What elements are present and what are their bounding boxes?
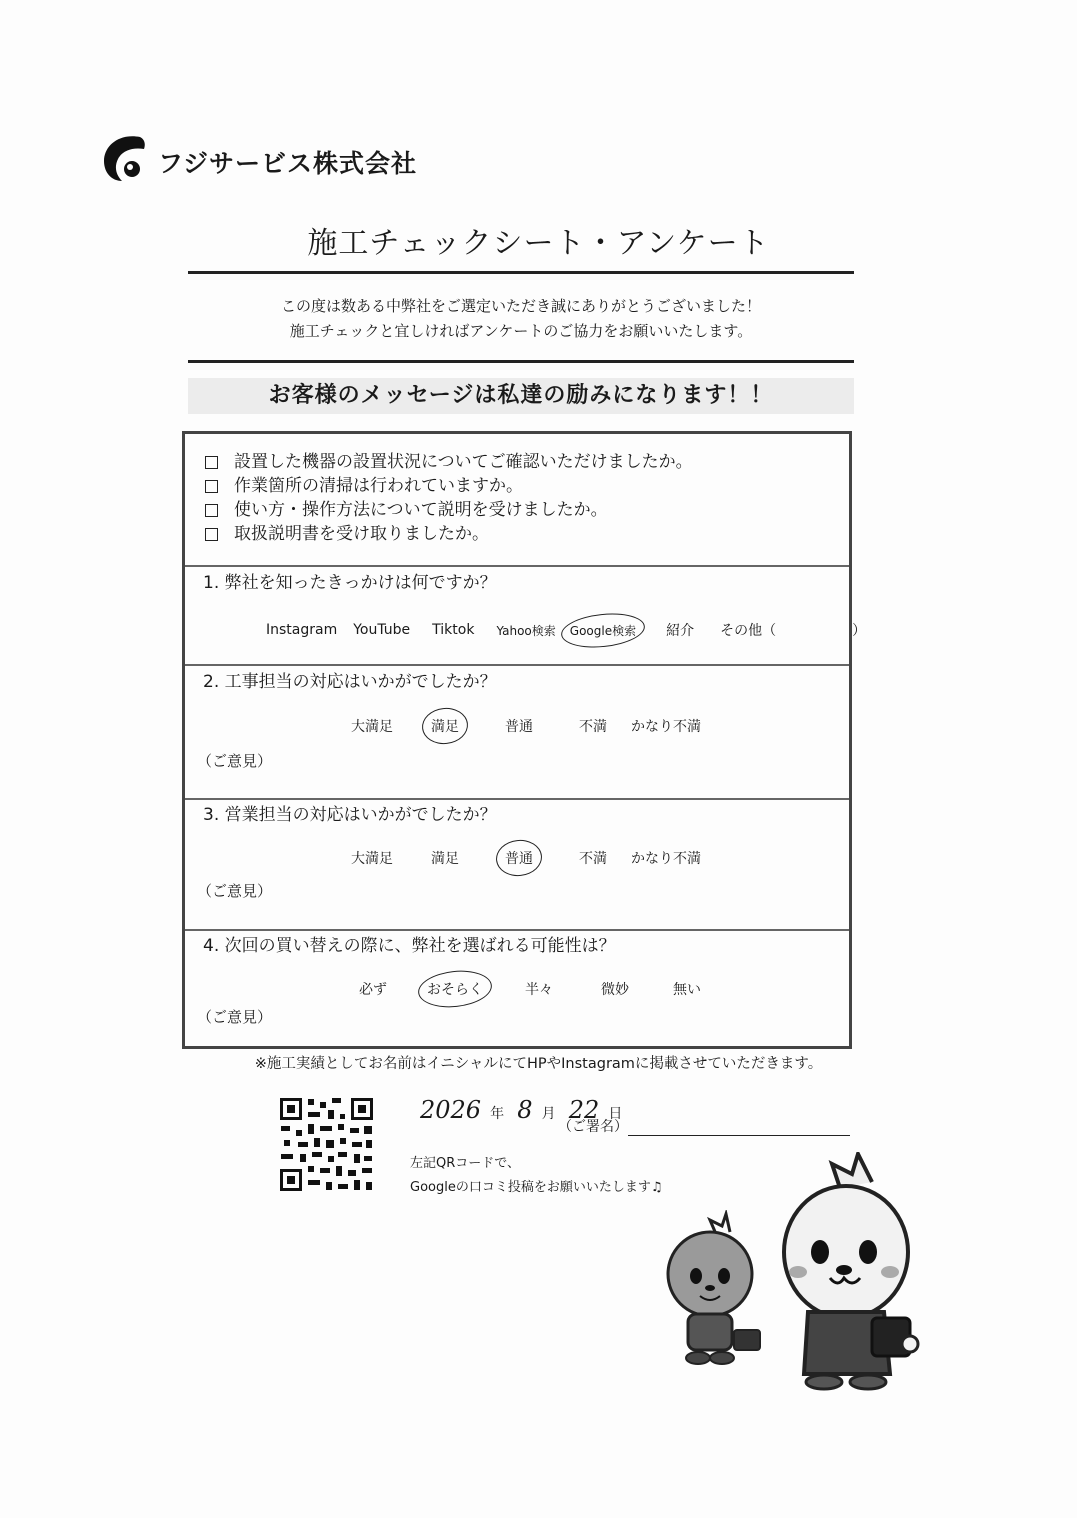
- qr-code-icon[interactable]: [278, 1096, 375, 1193]
- question-4-options: [359, 979, 701, 999]
- option-yahoo[interactable]: Yahoo検索: [496, 623, 556, 638]
- option-youtube[interactable]: YouTube: [353, 622, 411, 638]
- title-rule: [188, 271, 854, 274]
- company-name: フジサービス株式会社: [158, 149, 418, 178]
- checklist: [205, 450, 693, 546]
- qr-message-line-2: Googleの口コミ投稿をお願いいたします♫: [410, 1180, 663, 1195]
- option-fifty-fifty[interactable]: 半々: [525, 982, 553, 998]
- question-4-opinion[interactable]: （ご意見）: [197, 1008, 273, 1026]
- question-2-options: [351, 716, 701, 736]
- option-google-selected[interactable]: Google検索: [569, 623, 637, 638]
- checkbox[interactable]: [205, 456, 218, 469]
- section-divider: [185, 664, 849, 666]
- check-item[interactable]: 設置した機器の設置状況についてご確認いただけましたか。: [205, 450, 693, 474]
- option-no[interactable]: 無い: [673, 982, 701, 998]
- question-1-label: 1. 弊社を知ったきっかけは何ですか？: [203, 573, 497, 593]
- option-satisfied[interactable]: 満足: [431, 851, 459, 867]
- option-unsatisfied[interactable]: 不満: [579, 851, 607, 867]
- intro-text: [188, 294, 854, 344]
- section-divider: [185, 565, 849, 567]
- question-2-label: 2. 工事担当の対応はいかがでしたか？: [203, 672, 497, 692]
- option-referral[interactable]: 紹介: [666, 623, 695, 639]
- message-banner: お客様のメッセージは私達の励みになります！！: [188, 378, 854, 414]
- date-month: 8: [517, 1096, 533, 1124]
- checkbox[interactable]: [205, 528, 218, 541]
- option-very-unsatisfied[interactable]: かなり不満: [631, 851, 701, 867]
- intro-line-1: この度は数ある中弊社をご選定いただき誠にありがとうございました！: [280, 297, 761, 315]
- fuji-logo-icon: [100, 133, 148, 183]
- date-day: 22: [568, 1096, 600, 1124]
- page-title: 施工チェックシート・アンケート: [307, 226, 770, 261]
- option-very-satisfied[interactable]: 大満足: [351, 719, 393, 735]
- option-very-satisfied[interactable]: 大満足: [351, 851, 393, 867]
- intro-rule: [188, 360, 854, 363]
- signature-label: （ご署名）: [558, 1119, 628, 1135]
- qr-message: [410, 1152, 663, 1200]
- year-unit: 年: [490, 1106, 505, 1122]
- publication-note: ※施工実績としてお名前はイニシャルにてHPやInstagramに掲載させていただきます。: [254, 1056, 823, 1072]
- qr-message-line-1: 左記QRコードで、: [410, 1156, 521, 1171]
- question-3-opinion[interactable]: （ご意見）: [197, 882, 273, 900]
- question-3-options: [351, 848, 701, 868]
- option-neutral[interactable]: 普通: [505, 719, 533, 735]
- survey-box: [182, 431, 867, 1049]
- option-satisfied-selected[interactable]: 満足: [431, 716, 459, 736]
- month-unit: 月: [541, 1106, 556, 1122]
- checkbox[interactable]: [205, 480, 218, 493]
- date-year: 2026: [420, 1096, 482, 1124]
- signature-line[interactable]: [628, 1135, 850, 1136]
- option-other[interactable]: その他（: [720, 623, 777, 639]
- option-unsatisfied[interactable]: 不満: [579, 719, 607, 735]
- check-item[interactable]: 取扱説明書を受け取りましたか。: [205, 522, 693, 546]
- option-neutral-selected[interactable]: 普通: [505, 848, 533, 868]
- day-unit: 日: [608, 1106, 623, 1122]
- question-3-label: 3. 営業担当の対応はいかがでしたか？: [203, 805, 497, 825]
- option-instagram[interactable]: Instagram: [266, 622, 338, 638]
- option-definitely[interactable]: 必ず: [359, 982, 387, 998]
- mascot-small-icon: [660, 1210, 780, 1370]
- option-probably-selected[interactable]: おそらく: [427, 979, 483, 999]
- option-very-unsatisfied[interactable]: かなり不満: [631, 719, 701, 735]
- check-item[interactable]: 作業箇所の清掃は行われていますか。: [205, 474, 693, 498]
- option-other-close: ）: [852, 623, 867, 639]
- check-item[interactable]: 使い方・操作方法について説明を受けましたか。: [205, 498, 693, 522]
- checkbox[interactable]: [205, 504, 218, 517]
- question-4-label: 4. 次回の買い替えの際に、弊社を選ばれる可能性は？: [203, 936, 616, 956]
- mascot-big-icon: [776, 1152, 926, 1392]
- option-doubtful[interactable]: 微妙: [601, 982, 629, 998]
- question-1-options: [266, 620, 866, 640]
- question-2-opinion[interactable]: （ご意見）: [197, 752, 273, 770]
- intro-line-2: 施工チェックと宜しければアンケートのご協力をお願いいたします。: [289, 322, 753, 340]
- option-tiktok[interactable]: Tiktok: [432, 622, 475, 638]
